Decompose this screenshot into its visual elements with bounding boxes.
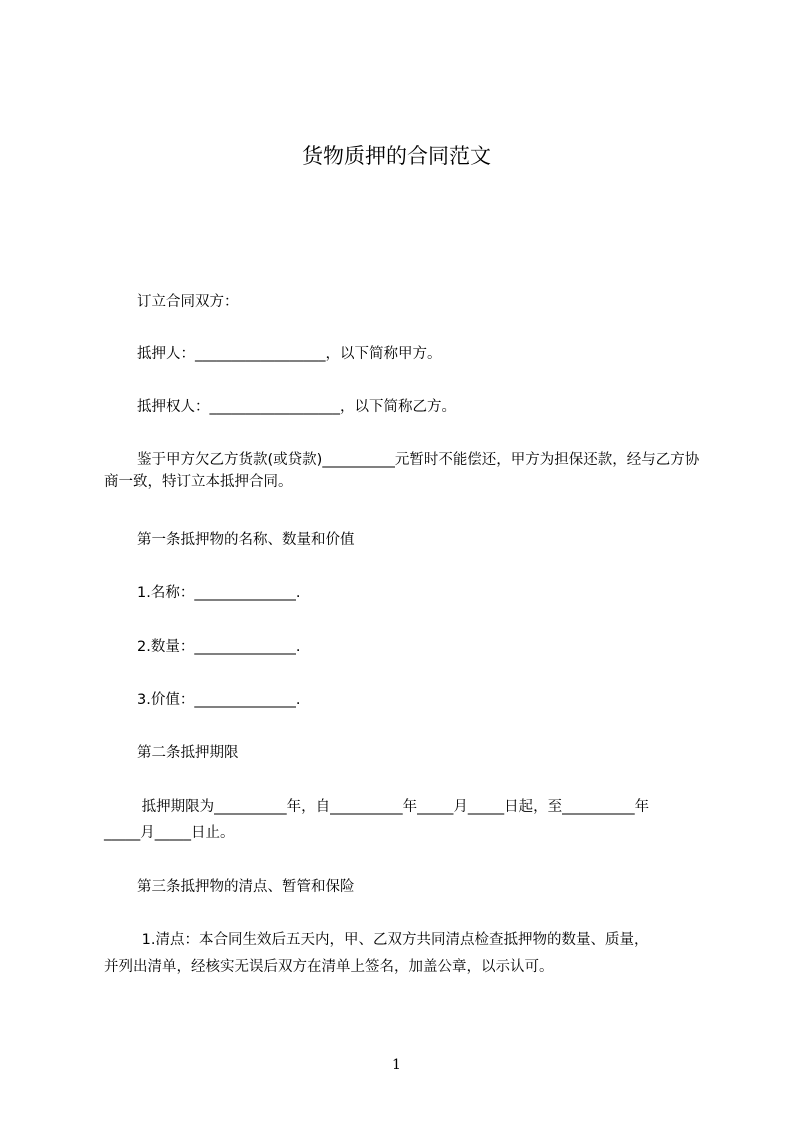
pledgor-line: 抵押人：__________________，以下简称甲方。 [137,346,442,362]
parties-heading: 订立合同双方： [137,294,239,310]
article1-heading: 第一条抵押物的名称、数量和价值 [137,532,355,548]
item-name-line: 1.名称：______________. [137,585,301,601]
item-value-line: 3.价值：______________. [137,692,301,708]
article2-heading: 第二条抵押期限 [137,745,239,761]
term-line-2: _____月_____日止。 [104,825,235,841]
inventory-line-2: 并列出清单，经核实无误后双方在清单上签名，加盖公章，以示认可。 [104,959,554,975]
term-line-1: 抵押期限为__________年，自__________年_____月_____日起，至__________年 [137,799,650,815]
article3-heading: 第三条抵押物的清点、暂管和保险 [137,879,355,895]
page-number: 1 [392,1057,401,1073]
inventory-line-1: 1.清点：本合同生效后五天内，甲、乙双方共同清点检查抵押物的数量、质量， [137,932,649,948]
document-title: 货物质押的合同范文 [302,144,491,168]
pledgee-line: 抵押权人：__________________，以下简称乙方。 [137,399,456,415]
preamble-paragraph: 鉴于甲方欠乙方货款(或贷款)__________元暂时不能偿还，甲方为担保还款，经与乙方协商一致，特订立本抵押合同。 [104,452,700,490]
item-quantity-line: 2.数量：______________. [137,639,301,655]
